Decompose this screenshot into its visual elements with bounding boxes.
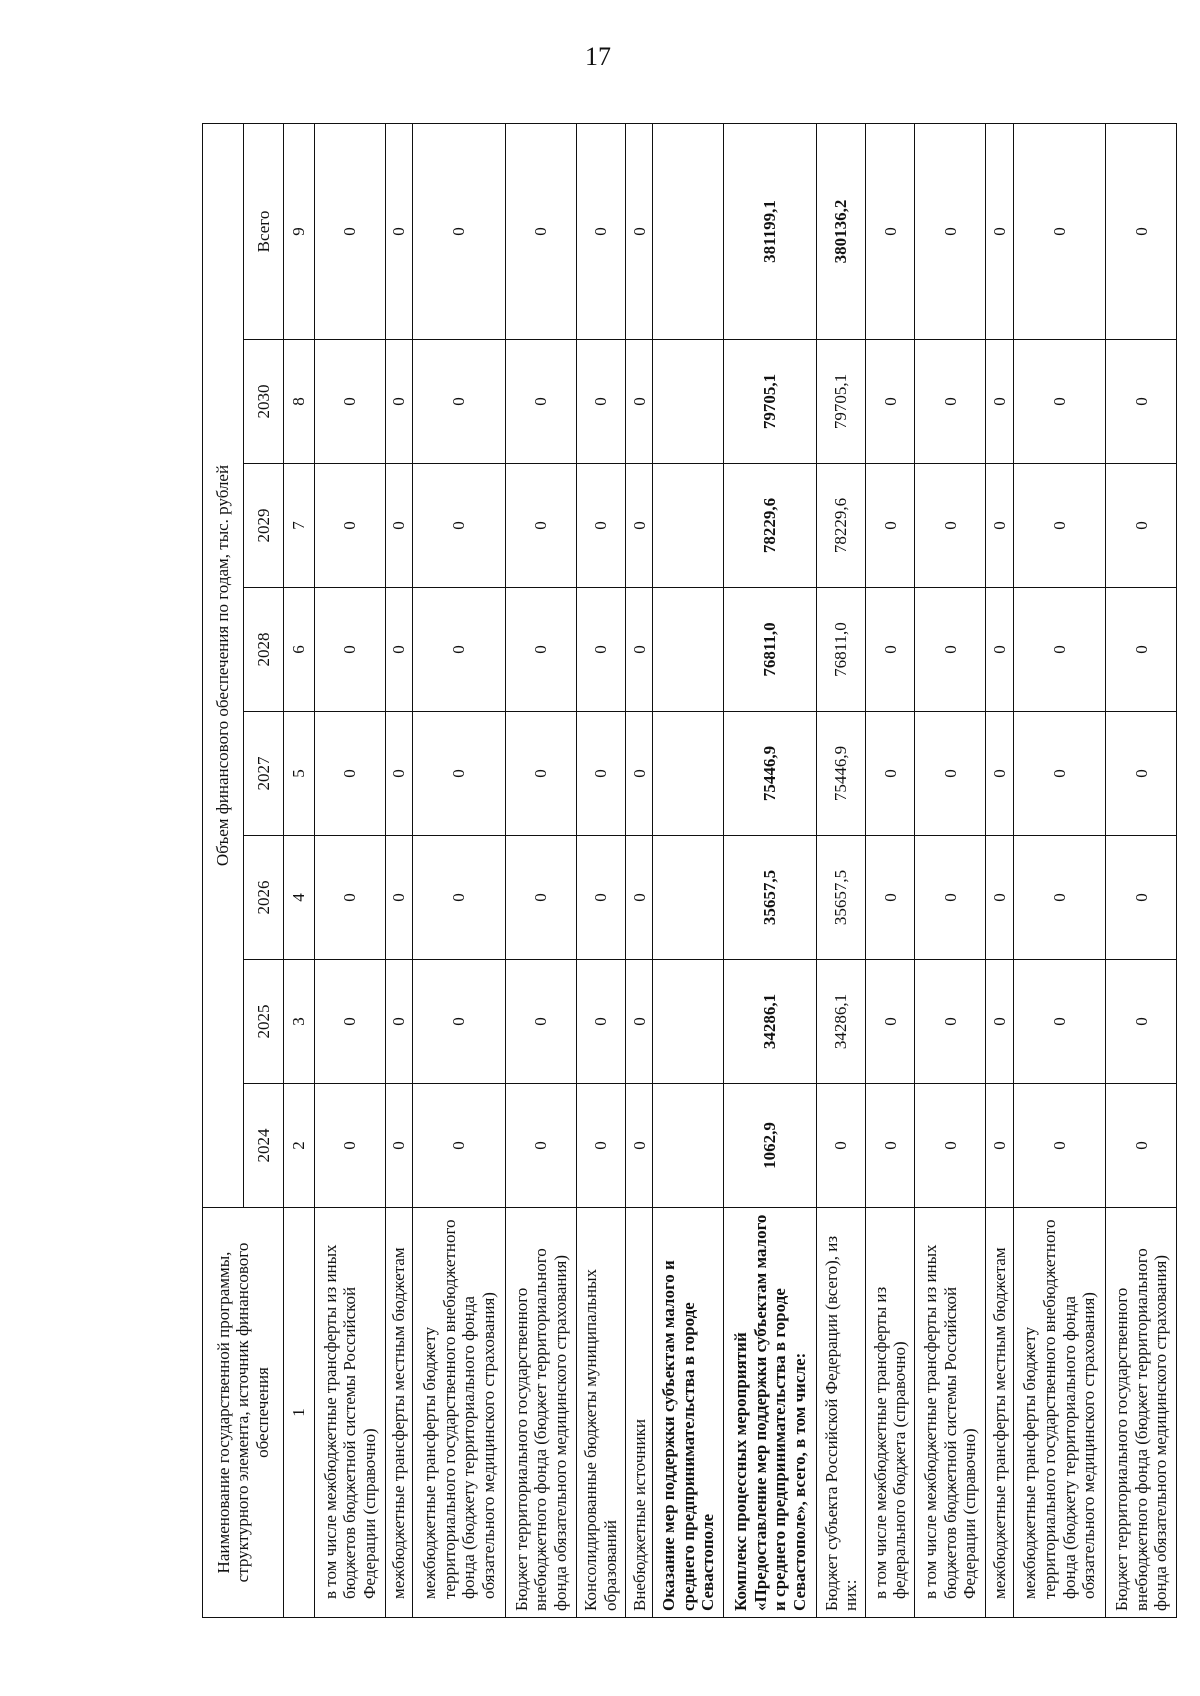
header-year-cell: 2024 (244, 1084, 284, 1208)
header-year-cell: 2028 (244, 588, 284, 712)
value-cell: 0 (413, 123, 506, 339)
value-cell: 0 (413, 588, 506, 712)
value-cell: 0 (385, 960, 412, 1084)
value-cell: 0 (1106, 123, 1177, 339)
header-year-cell: Всего (244, 123, 284, 339)
header-year-cell: 2025 (244, 960, 284, 1084)
row-name-cell: Внебюджетные источники (626, 1208, 653, 1618)
value-cell: 0 (576, 712, 625, 836)
value-cell: 0 (506, 123, 577, 339)
column-number-cell: 2 (284, 1084, 315, 1208)
value-cell: 0 (506, 340, 577, 464)
value-cell: 0 (576, 1084, 625, 1208)
header-name-cell: Наименование государственной программы, структурного элемента, источник финансового обеспечения (203, 1208, 284, 1618)
column-number-cell: 3 (284, 960, 315, 1084)
page-number: 17 (585, 42, 611, 71)
table-row (653, 123, 724, 1617)
value-cell: 0 (1013, 960, 1106, 1084)
value-cell: 0 (986, 340, 1013, 464)
value-cell: 0 (915, 712, 986, 836)
table-row (576, 123, 625, 1617)
value-cell: 0 (817, 1084, 866, 1208)
row-name-cell: межбюджетные трансферты бюджету территориального государственного внебюджетного фонда (бюджету территориального фонда обязательного медицинского страхования) (413, 1208, 506, 1618)
value-cell: 0 (1106, 1084, 1177, 1208)
value-cell: 0 (385, 836, 412, 960)
value-cell: 0 (1013, 123, 1106, 339)
value-cell: 0 (866, 464, 915, 588)
value-cell (653, 588, 724, 712)
column-number-cell: 8 (284, 340, 315, 464)
financing-table (202, 123, 1177, 1618)
value-cell (653, 464, 724, 588)
header-year-cell: 2030 (244, 340, 284, 464)
table-row (1106, 123, 1177, 1617)
header-volume-cell: Объем финансового обеспечения по годам, тыс. рублей (203, 123, 244, 1207)
value-cell: 0 (915, 340, 986, 464)
row-name-cell: в том числе межбюджетные трансферты из федерального бюджета (справочно) (866, 1208, 915, 1618)
column-number-cell: 5 (284, 712, 315, 836)
column-number-cell: 9 (284, 123, 315, 339)
value-cell: 0 (315, 712, 386, 836)
value-cell: 0 (1013, 712, 1106, 836)
value-cell: 0 (576, 960, 625, 1084)
value-cell: 0 (1013, 340, 1106, 464)
header-row-top (203, 123, 244, 1617)
value-cell: 0 (385, 1084, 412, 1208)
value-cell: 0 (506, 1084, 577, 1208)
row-name-cell: Консолидированные бюджеты муниципальных образований (576, 1208, 625, 1618)
table-row (986, 123, 1013, 1617)
table-row (413, 123, 506, 1617)
value-cell: 0 (1106, 464, 1177, 588)
table-row (385, 123, 412, 1617)
row-name-cell: межбюджетные трансферты бюджету территориального государственного внебюджетного фонда (бюджету территориального фонда обязательного медицинского страхования) (1013, 1208, 1106, 1618)
value-cell: 0 (915, 588, 986, 712)
value-cell: 0 (1013, 836, 1106, 960)
value-cell: 381199,1 (724, 123, 817, 339)
value-cell: 76811,0 (724, 588, 817, 712)
value-cell: 0 (866, 712, 915, 836)
value-cell: 0 (866, 588, 915, 712)
value-cell: 0 (866, 1084, 915, 1208)
value-cell: 0 (1106, 340, 1177, 464)
value-cell: 0 (315, 464, 386, 588)
rotated-table-wrapper (202, 124, 1171, 1618)
value-cell: 0 (315, 960, 386, 1084)
value-cell: 0 (506, 836, 577, 960)
value-cell: 0 (626, 123, 653, 339)
table-row (724, 123, 817, 1617)
value-cell: 79705,1 (724, 340, 817, 464)
value-cell: 0 (915, 836, 986, 960)
value-cell: 0 (1106, 836, 1177, 960)
value-cell: 0 (576, 836, 625, 960)
value-cell: 0 (915, 960, 986, 1084)
value-cell: 0 (576, 340, 625, 464)
row-name-cell: в том числе межбюджетные трансферты из иных бюджетов бюджетной системы Российской Федерации (справочно) (315, 1208, 386, 1618)
value-cell: 0 (626, 712, 653, 836)
value-cell: 0 (626, 464, 653, 588)
row-name-cell: Бюджет территориального государственного внебюджетного фонда (бюджет территориального фонда обязательного медицинского страхования) (1106, 1208, 1177, 1618)
value-cell: 0 (576, 464, 625, 588)
value-cell: 0 (1013, 588, 1106, 712)
value-cell: 0 (413, 340, 506, 464)
value-cell: 0 (866, 960, 915, 1084)
row-name-cell: Оказание мер поддержки субъектам малого и среднего предпринимательства в городе Севастополе (653, 1208, 724, 1618)
table-row (817, 123, 866, 1617)
value-cell: 0 (626, 340, 653, 464)
table-row (506, 123, 577, 1617)
value-cell: 0 (506, 712, 577, 836)
value-cell (653, 960, 724, 1084)
value-cell: 380136,2 (817, 123, 866, 339)
value-cell: 0 (986, 960, 1013, 1084)
column-number-cell: 7 (284, 464, 315, 588)
value-cell: 0 (866, 123, 915, 339)
value-cell: 76811,0 (817, 588, 866, 712)
value-cell: 0 (986, 712, 1013, 836)
value-cell: 0 (1106, 712, 1177, 836)
value-cell: 79705,1 (817, 340, 866, 464)
value-cell: 78229,6 (724, 464, 817, 588)
value-cell: 0 (576, 588, 625, 712)
row-name-cell: межбюджетные трансферты местным бюджетам (986, 1208, 1013, 1618)
value-cell: 0 (385, 464, 412, 588)
value-cell: 0 (1106, 588, 1177, 712)
value-cell (653, 123, 724, 339)
value-cell: 0 (986, 123, 1013, 339)
value-cell: 35657,5 (817, 836, 866, 960)
value-cell: 0 (915, 123, 986, 339)
value-cell: 0 (915, 1084, 986, 1208)
row-name-cell: в том числе межбюджетные трансферты из иных бюджетов бюджетной системы Российской Федерации (справочно) (915, 1208, 986, 1618)
value-cell: 0 (866, 340, 915, 464)
value-cell (653, 712, 724, 836)
header-year-cell: 2029 (244, 464, 284, 588)
value-cell: 0 (506, 588, 577, 712)
table-row (626, 123, 653, 1617)
value-cell: 0 (315, 340, 386, 464)
value-cell: 0 (385, 588, 412, 712)
value-cell: 0 (1013, 464, 1106, 588)
value-cell: 0 (413, 464, 506, 588)
column-number-cell: 4 (284, 836, 315, 960)
value-cell (653, 1084, 724, 1208)
value-cell: 75446,9 (724, 712, 817, 836)
table-body (315, 123, 1177, 1617)
value-cell: 78229,6 (817, 464, 866, 588)
value-cell: 34286,1 (724, 960, 817, 1084)
row-name-cell: Комплекс процессных мероприятий «Предоставление мер поддержки субъектам малого и среднего предпринимательства в городе Севастополе», всего, в том числе: (724, 1208, 817, 1618)
value-cell: 0 (385, 712, 412, 836)
row-name-cell: Бюджет субъекта Российской Федерации (всего), из них: (817, 1208, 866, 1618)
value-cell: 0 (315, 1084, 386, 1208)
value-cell: 0 (986, 1084, 1013, 1208)
table-row (915, 123, 986, 1617)
value-cell: 0 (1106, 960, 1177, 1084)
value-cell: 0 (506, 960, 577, 1084)
value-cell (653, 340, 724, 464)
value-cell: 0 (315, 836, 386, 960)
value-cell: 0 (1013, 1084, 1106, 1208)
value-cell: 0 (915, 464, 986, 588)
table-row (1013, 123, 1106, 1617)
column-numbers-row (284, 123, 315, 1617)
value-cell: 0 (315, 588, 386, 712)
value-cell: 0 (413, 836, 506, 960)
value-cell: 0 (866, 836, 915, 960)
value-cell: 0 (986, 836, 1013, 960)
rotated-table-container (202, 124, 1171, 1618)
value-cell: 0 (385, 123, 412, 339)
table-row (315, 123, 386, 1617)
value-cell: 0 (506, 464, 577, 588)
value-cell: 0 (626, 1084, 653, 1208)
value-cell: 0 (986, 588, 1013, 712)
value-cell: 0 (986, 464, 1013, 588)
column-number-cell: 6 (284, 588, 315, 712)
row-name-cell: межбюджетные трансферты местным бюджетам (385, 1208, 412, 1618)
value-cell: 0 (626, 836, 653, 960)
header-year-cell: 2026 (244, 836, 284, 960)
value-cell: 0 (385, 340, 412, 464)
value-cell: 35657,5 (724, 836, 817, 960)
table-row (866, 123, 915, 1617)
value-cell: 0 (413, 712, 506, 836)
column-number-cell: 1 (284, 1208, 315, 1618)
value-cell: 1062,9 (724, 1084, 817, 1208)
value-cell (653, 836, 724, 960)
value-cell: 0 (626, 588, 653, 712)
value-cell: 34286,1 (817, 960, 866, 1084)
value-cell: 0 (315, 123, 386, 339)
value-cell: 75446,9 (817, 712, 866, 836)
header-year-cell: 2027 (244, 712, 284, 836)
value-cell: 0 (413, 960, 506, 1084)
row-name-cell: Бюджет территориального государственного внебюджетного фонда (бюджет территориального фонда обязательного медицинского страхования) (506, 1208, 577, 1618)
value-cell: 0 (413, 1084, 506, 1208)
value-cell: 0 (626, 960, 653, 1084)
value-cell: 0 (576, 123, 625, 339)
